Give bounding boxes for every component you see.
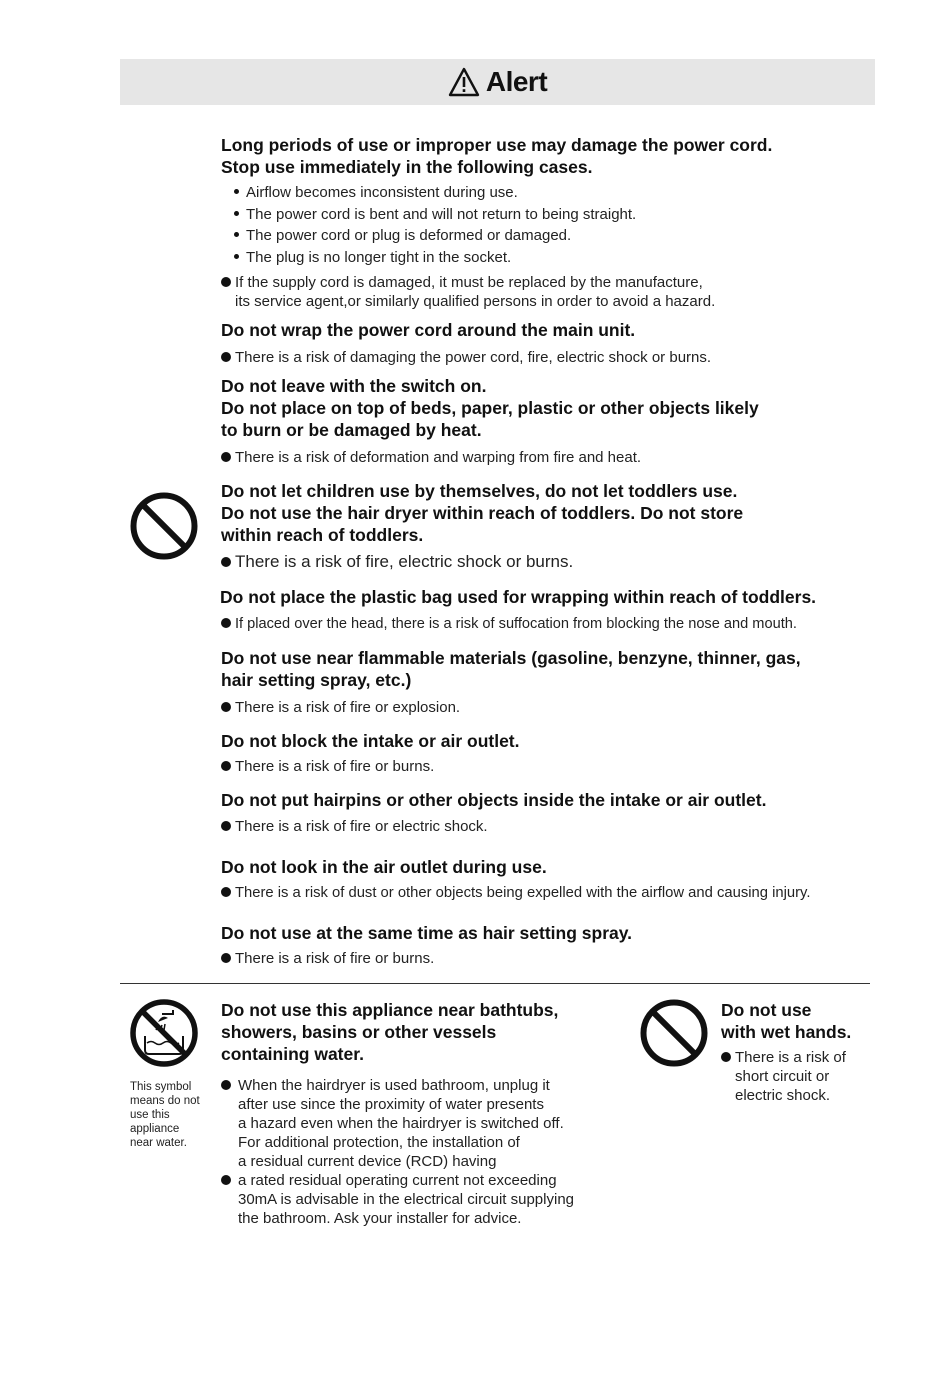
no-water-icon xyxy=(129,998,199,1068)
bullet-icon xyxy=(221,1175,231,1185)
section-3-note: There is a risk of deformation and warping from fire and heat. xyxy=(221,448,641,467)
section-2-note: There is a risk of damaging the power cord, fire, electric shock or burns. xyxy=(221,348,711,367)
divider xyxy=(120,983,870,984)
bullet-icon xyxy=(221,277,231,287)
section-1-list xyxy=(234,182,636,269)
section-8-heading: Do not put hairpins or other objects inside the intake or air outlet. xyxy=(221,790,767,810)
bullet-icon xyxy=(221,352,231,362)
bullet-icon xyxy=(221,953,231,963)
bullet-icon xyxy=(721,1052,731,1062)
bullet-icon xyxy=(221,618,231,628)
symbol-note: This symbol means do not use this appliance near water. xyxy=(130,1081,200,1149)
section-4-heading: Do not let children use by themselves, do not let toddlers use. Do not use the hair dryer within reach of toddlers. Do not store within reach of toddlers. xyxy=(221,481,744,545)
bullet-icon xyxy=(221,557,231,567)
section-9-note: There is a risk of dust or other objects being expelled with the airflow and causing injury. xyxy=(221,884,810,903)
list-item: The plug is no longer tight in the socket. xyxy=(234,247,636,269)
bullet-icon xyxy=(234,254,239,259)
bullet-icon xyxy=(234,211,239,216)
section-1-heading xyxy=(221,134,772,178)
heading-line: Long periods of use or improper use may damage the power cord. xyxy=(221,135,773,155)
section-7-note: There is a risk of fire or burns. xyxy=(221,757,434,776)
list-item: The power cord or plug is deformed or damaged. xyxy=(234,225,636,247)
bullet-icon xyxy=(221,702,231,712)
water-paragraph: When the hairdryer is used bathroom, unplug it after use since the proximity of water presents a hazard even when the hairdryer is switched off. For additional protection, the installation of a residual current device (RCD) having a rated residual operating current not exceeding 30mA is advisable in the electrical circuit supplying the bathroom. Ask your installer for advice. xyxy=(221,1076,574,1228)
section-5-heading: Do not place the plastic bag used for wrapping within reach of toddlers. xyxy=(220,587,817,607)
heading-line: Stop use immediately in the following cases. xyxy=(221,157,593,177)
section-8-note: There is a risk of fire or electric shock. xyxy=(221,817,488,836)
alert-banner xyxy=(120,59,875,105)
list-item: The power cord is bent and will not return to being straight. xyxy=(234,204,636,226)
water-heading: Do not use this appliance near bathtubs, showers, basins or other vessels containing water. xyxy=(221,1000,559,1064)
prohibition-icon xyxy=(639,998,709,1068)
bullet-icon xyxy=(234,232,239,237)
section-4-note: There is a risk of fire, electric shock or burns. xyxy=(221,551,573,573)
wet-hands-heading: Do not use with wet hands. xyxy=(721,1000,852,1042)
section-10-heading: Do not use at the same time as hair setting spray. xyxy=(221,923,633,943)
bullet-icon xyxy=(221,452,231,462)
list-item: Airflow becomes inconsistent during use. xyxy=(234,182,636,204)
bullet-icon xyxy=(221,887,231,897)
section-6-note: There is a risk of fire or explosion. xyxy=(221,698,460,717)
warning-triangle-icon xyxy=(448,67,480,97)
wet-hands-note: There is a risk of short circuit or electric shock. xyxy=(721,1048,846,1105)
prohibition-icon xyxy=(129,491,199,561)
bullet-icon xyxy=(221,1080,231,1090)
section-2-heading: Do not wrap the power cord around the main unit. xyxy=(221,320,636,340)
section-9-heading: Do not look in the air outlet during use. xyxy=(221,857,547,877)
section-5-note: If placed over the head, there is a risk of suffocation from blocking the nose and mouth. xyxy=(221,615,797,634)
section-10-note: There is a risk of fire or burns. xyxy=(221,949,434,968)
bullet-icon xyxy=(221,821,231,831)
bullet-icon xyxy=(221,761,231,771)
bullet-icon xyxy=(234,189,239,194)
section-7-heading: Do not block the intake or air outlet. xyxy=(221,731,520,751)
alert-title: Alert xyxy=(485,66,548,97)
section-6-heading: Do not use near flammable materials (gasoline, benzyne, thinner, gas, hair setting spray, etc.) xyxy=(221,648,801,690)
section-3-heading: Do not leave with the switch on. Do not place on top of beds, paper, plastic or other objects likely to burn or be damaged by heat. xyxy=(221,376,759,440)
section-1-note: If the supply cord is damaged, it must be replaced by the manufacture, its service agent,or similarly qualified persons in order to avoid a hazard. xyxy=(221,273,715,311)
